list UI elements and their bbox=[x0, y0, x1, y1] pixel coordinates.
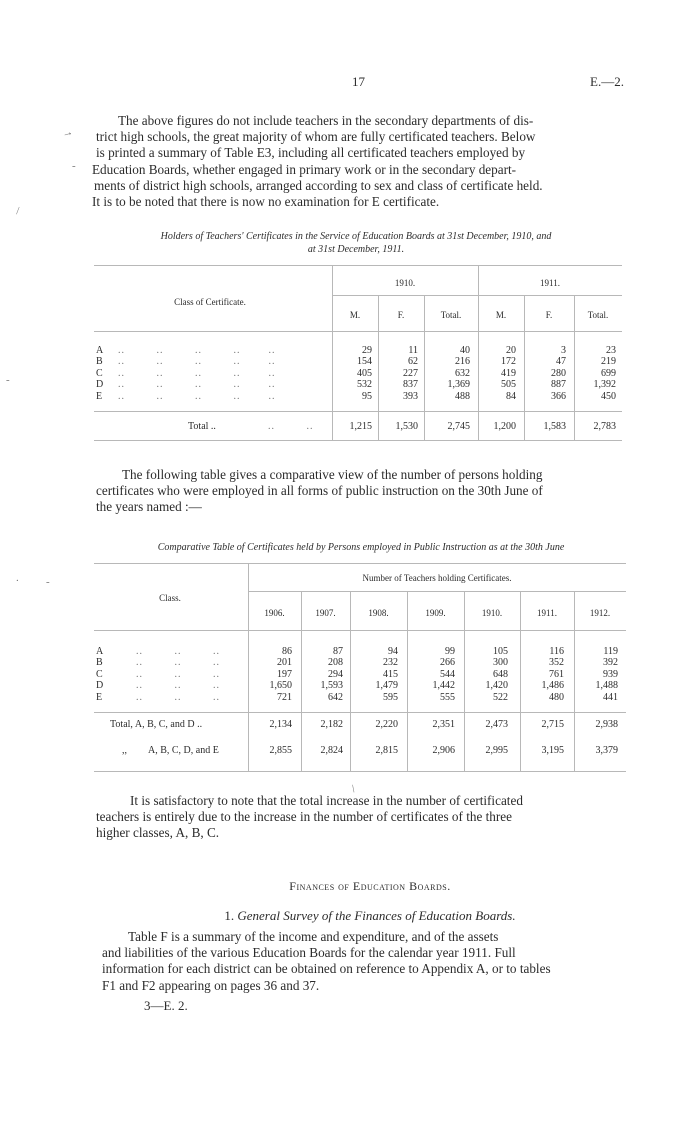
table1-cell: 405 bbox=[357, 367, 372, 379]
table2-group-header: Number of Teachers holding Certificates. bbox=[362, 573, 512, 583]
table1-cell: 172 bbox=[501, 356, 516, 368]
table1-cell: 450 bbox=[601, 390, 616, 402]
table2-total2-cell: 3,379 bbox=[595, 745, 618, 756]
table2-cell: 415 bbox=[383, 668, 398, 680]
table2-year-header: 1910. bbox=[481, 608, 503, 618]
table2-col-values bbox=[350, 646, 398, 703]
table2-row-label: A bbox=[96, 646, 104, 657]
comparative-line: certificates who were employed in all forms of public instruction on the 30th June of bbox=[96, 483, 543, 499]
table1-col-values bbox=[574, 345, 616, 402]
table2-row-labels bbox=[96, 646, 103, 703]
table1-row-labels bbox=[96, 345, 103, 402]
table2-total-rule bbox=[94, 712, 626, 713]
table2-cell: 1,479 bbox=[375, 680, 398, 692]
table2-col-values bbox=[301, 646, 343, 703]
table2-year-header: 1908. bbox=[368, 608, 389, 618]
table1-col-header: M. bbox=[495, 310, 507, 320]
table1-cell: 40 bbox=[460, 345, 470, 356]
table1-header-rule bbox=[94, 331, 622, 332]
table2-row-label: E bbox=[96, 691, 103, 703]
table2-leader-dots: .. .. .. .. .. .. .. .. .. .. .. .. .. .. .. bbox=[136, 646, 220, 703]
document-code: E.—2. bbox=[590, 74, 624, 89]
table1-cell: 154 bbox=[357, 356, 372, 368]
table2-bottom-rule bbox=[94, 771, 626, 772]
table1-leader-dots: .. .. .. .. .. .. .. .. .. .. .. .. .. .. .. .. .. .. .. .. .. .. .. .. .. bbox=[118, 345, 276, 402]
intro-line: is printed a summary of Table E3, including all certificated teachers employed by bbox=[96, 145, 526, 161]
table1-cell: 280 bbox=[551, 367, 566, 379]
table1-cell: 532 bbox=[357, 379, 372, 391]
table2-cell: 1,593 bbox=[320, 680, 343, 692]
table1-caption bbox=[96, 230, 616, 256]
table1-cell: 3 bbox=[561, 345, 566, 356]
table2-total1-cell: 2,938 bbox=[595, 719, 618, 730]
finances-line: Table F is a summary of the income and expenditure, and of the assets bbox=[128, 929, 499, 944]
table2-cell: 392 bbox=[603, 657, 618, 669]
table2-year-header: 1907. bbox=[315, 608, 336, 618]
table2-total1-cell: 2,351 bbox=[432, 719, 455, 730]
table2-cell: 1,420 bbox=[485, 680, 508, 692]
table1-cell: 366 bbox=[551, 390, 566, 402]
table1-col-values bbox=[378, 345, 418, 402]
table1-year-rule bbox=[332, 295, 622, 296]
intro-line: Education Boards, whether engaged in primary work or in the secondary depart- bbox=[92, 161, 517, 177]
margin-dot-mark: - bbox=[72, 160, 76, 172]
table2-top-rule bbox=[94, 563, 626, 564]
table1-cell: 216 bbox=[455, 356, 470, 368]
table1-cell: 219 bbox=[601, 356, 616, 368]
table2-cell: 105 bbox=[493, 646, 508, 657]
table2-cell: 595 bbox=[383, 691, 398, 703]
intro-line: It is to be noted that there is now no examination for E certificate. bbox=[92, 194, 440, 210]
table1-bottom-rule bbox=[94, 440, 622, 441]
table1-col-header: F. bbox=[545, 310, 553, 320]
table1-cell: 488 bbox=[455, 390, 470, 402]
intro-line: trict high schools, the great majority of whom are fully certificated teachers. Below bbox=[96, 129, 536, 145]
table2-cell: 761 bbox=[549, 668, 564, 680]
table1-cell: 699 bbox=[601, 367, 616, 379]
table1-row-label: C bbox=[96, 367, 103, 379]
table2-cell: 232 bbox=[383, 657, 398, 669]
comparative-line: the years named :— bbox=[96, 499, 202, 515]
table2-cell: 208 bbox=[328, 657, 343, 669]
table2-col-values bbox=[464, 646, 508, 703]
table1-row-label: E bbox=[96, 390, 103, 402]
table2-year-header: 1911. bbox=[537, 608, 557, 618]
table1-year-header: 1911. bbox=[540, 278, 560, 288]
table2-cell: 642 bbox=[328, 691, 343, 703]
table1-cell: 887 bbox=[551, 379, 566, 391]
table2-total2-cell: 3,195 bbox=[541, 745, 564, 756]
table2-total2-prefix: ,, bbox=[122, 745, 127, 756]
table2-total1-cell: 2,715 bbox=[541, 719, 564, 730]
table2-cell: 1,488 bbox=[595, 680, 618, 692]
table2-cell: 1,486 bbox=[541, 680, 564, 692]
table2-cell: 939 bbox=[603, 668, 618, 680]
margin-dot-mark: . bbox=[16, 572, 19, 584]
table1-cell: 837 bbox=[403, 379, 418, 391]
table2-cell: 721 bbox=[277, 691, 292, 703]
table2-total1-cell: 2,473 bbox=[485, 719, 508, 730]
table1-col-header: M. bbox=[349, 310, 361, 320]
table2-cell: 300 bbox=[493, 657, 508, 669]
table2-total2-label: A, B, C, D, and E bbox=[148, 745, 219, 756]
conclusion-paragraph bbox=[96, 793, 628, 842]
table2-cell: 544 bbox=[440, 668, 455, 680]
table1-col-values bbox=[424, 345, 470, 402]
table2-cell: 555 bbox=[440, 691, 455, 703]
margin-stroke-mark: / bbox=[349, 783, 358, 795]
table2-header-rule bbox=[94, 630, 626, 631]
table2-col-values bbox=[248, 646, 292, 703]
table1-col-header: Total. bbox=[587, 310, 609, 320]
table2-class-header: Class. bbox=[159, 593, 181, 603]
table1-total-cell: 1,200 bbox=[493, 421, 516, 432]
table2-total1-cell: 2,182 bbox=[320, 719, 343, 730]
table2-col-values bbox=[520, 646, 564, 703]
table2-cell: 119 bbox=[603, 646, 618, 657]
table2-cell: 201 bbox=[277, 657, 292, 669]
table1-total-cell: 2,745 bbox=[447, 421, 470, 432]
subsection-title: General Survey of the Finances of Education Boards. bbox=[237, 908, 516, 923]
table2-cell: 480 bbox=[549, 691, 564, 703]
table1-col-header: Total. bbox=[440, 310, 462, 320]
table2-caption: Comparative Table of Certificates held by Persons employed in Public Instruction as at the 30th June bbox=[157, 542, 565, 553]
table1-cell: 95 bbox=[362, 390, 372, 402]
table1-caption-line: at 31st December, 1911. bbox=[307, 244, 405, 255]
table1-caption-line: Holders of Teachers' Certificates in the Service of Education Boards at 31st December, 1910, and bbox=[160, 231, 552, 242]
table1-row-label: B bbox=[96, 356, 103, 368]
table1-total-dots: .. .. bbox=[268, 421, 314, 432]
table1-total-cell: 1,530 bbox=[395, 421, 418, 432]
table2-row-label: B bbox=[96, 657, 103, 669]
table2-cell: 86 bbox=[282, 646, 292, 657]
conclusion-line: higher classes, A, B, C. bbox=[96, 825, 220, 841]
table2-total2-cell: 2,855 bbox=[269, 745, 292, 756]
footer-signature: 3—E. 2. bbox=[144, 998, 188, 1013]
finances-line: F1 and F2 appearing on pages 36 and 37. bbox=[102, 977, 320, 993]
table1-total-cell: 2,783 bbox=[593, 421, 616, 432]
table2-cell: 294 bbox=[328, 668, 343, 680]
table2-cell: 99 bbox=[445, 646, 455, 657]
table1-total-label: Total .. bbox=[188, 421, 216, 432]
conclusion-line: teachers is entirely due to the increase in the number of certificates of the three bbox=[96, 809, 512, 825]
table1-col-header: F. bbox=[397, 310, 405, 320]
subsection-number: 1. bbox=[224, 908, 235, 923]
table1-cell: 632 bbox=[455, 367, 470, 379]
table1-col-values bbox=[478, 345, 516, 402]
table2-row-label: D bbox=[96, 680, 104, 692]
table1-cell: 62 bbox=[408, 356, 418, 368]
table1-row-label: D bbox=[96, 379, 104, 391]
table1-col-values bbox=[332, 345, 372, 402]
table1-cell: 505 bbox=[501, 379, 516, 391]
table1-cell: 419 bbox=[501, 367, 516, 379]
table1-cell: 23 bbox=[606, 345, 616, 356]
page-number: 17 bbox=[352, 74, 365, 89]
table1-cell: 84 bbox=[506, 390, 516, 402]
table2-total1-label: Total, A, B, C, and D .. bbox=[110, 719, 203, 730]
table2-group-rule bbox=[248, 591, 626, 592]
table2-col-values bbox=[574, 646, 618, 703]
finances-paragraph bbox=[102, 929, 628, 994]
margin-arrow-mark: → bbox=[60, 125, 75, 141]
table2-cell: 522 bbox=[493, 691, 508, 703]
table1-row-label: A bbox=[96, 345, 104, 356]
table2-cell: 648 bbox=[493, 668, 508, 680]
table2-cell: 441 bbox=[603, 691, 618, 703]
section-title: Finances of Education Boards. bbox=[289, 879, 451, 893]
table2-total2-cell: 2,824 bbox=[320, 745, 343, 756]
intro-paragraph bbox=[92, 113, 624, 210]
table1-cell: 47 bbox=[556, 356, 566, 368]
subsection-heading bbox=[120, 908, 620, 924]
table1-cell: 1,392 bbox=[593, 379, 616, 391]
conclusion-line: It is satisfactory to note that the total increase in the number of certificated bbox=[130, 793, 523, 808]
table2-total2-cell: 2,906 bbox=[432, 745, 455, 756]
table2-cell: 352 bbox=[549, 657, 564, 669]
table1-top-rule bbox=[94, 265, 622, 266]
margin-dot-mark: - bbox=[6, 374, 10, 386]
table1-cell: 20 bbox=[506, 345, 516, 356]
intro-line: The above figures do not include teachers in the secondary departments of dis- bbox=[118, 113, 534, 128]
table1-class-header: Class of Certificate. bbox=[174, 297, 246, 307]
margin-stroke-mark: \ bbox=[12, 205, 23, 217]
table2-total2-cell: 2,815 bbox=[375, 745, 398, 756]
table2-cell: 197 bbox=[277, 668, 292, 680]
table1-cell: 11 bbox=[408, 345, 418, 356]
table1-total-cell: 1,215 bbox=[349, 421, 372, 432]
finances-line: and liabilities of the various Education Boards for the calendar year 1911. Full bbox=[102, 945, 516, 961]
table2-total2-cell: 2,995 bbox=[485, 745, 508, 756]
table2-cell: 116 bbox=[549, 646, 564, 657]
intro-line: ments of district high schools, arranged according to sex and class of certificate held. bbox=[94, 177, 543, 193]
table2-cell: 1,442 bbox=[432, 680, 455, 692]
table2-row-label: C bbox=[96, 668, 103, 680]
table2-total1-cell: 2,134 bbox=[269, 719, 292, 730]
table1-cell: 393 bbox=[403, 390, 418, 402]
table2-cell: 266 bbox=[440, 657, 455, 669]
table1-total-cell: 1,583 bbox=[543, 421, 566, 432]
table1-year-header: 1910. bbox=[394, 278, 416, 288]
table2-year-header: 1909. bbox=[425, 608, 446, 618]
table2-year-header: 1912. bbox=[589, 608, 611, 618]
table2-cell: 94 bbox=[388, 646, 398, 657]
table1-cell: 29 bbox=[362, 345, 372, 356]
comparative-paragraph bbox=[96, 467, 626, 516]
comparative-line: The following table gives a comparative view of the number of persons holding bbox=[122, 467, 543, 482]
table2-year-header: 1906. bbox=[264, 608, 285, 618]
table2-col-values bbox=[407, 646, 455, 703]
table2-cell: 87 bbox=[333, 646, 343, 657]
table1-cell: 227 bbox=[403, 367, 418, 379]
table2-total1-cell: 2,220 bbox=[375, 719, 398, 730]
margin-dot-mark: - bbox=[46, 576, 50, 588]
table1-col-values bbox=[524, 345, 566, 402]
finances-line: information for each district can be obtained on reference to Appendix A, or to tables bbox=[102, 961, 551, 977]
table1-total-rule bbox=[94, 411, 622, 412]
table1-cell: 1,369 bbox=[447, 379, 470, 391]
table2-cell: 1,650 bbox=[269, 680, 292, 692]
